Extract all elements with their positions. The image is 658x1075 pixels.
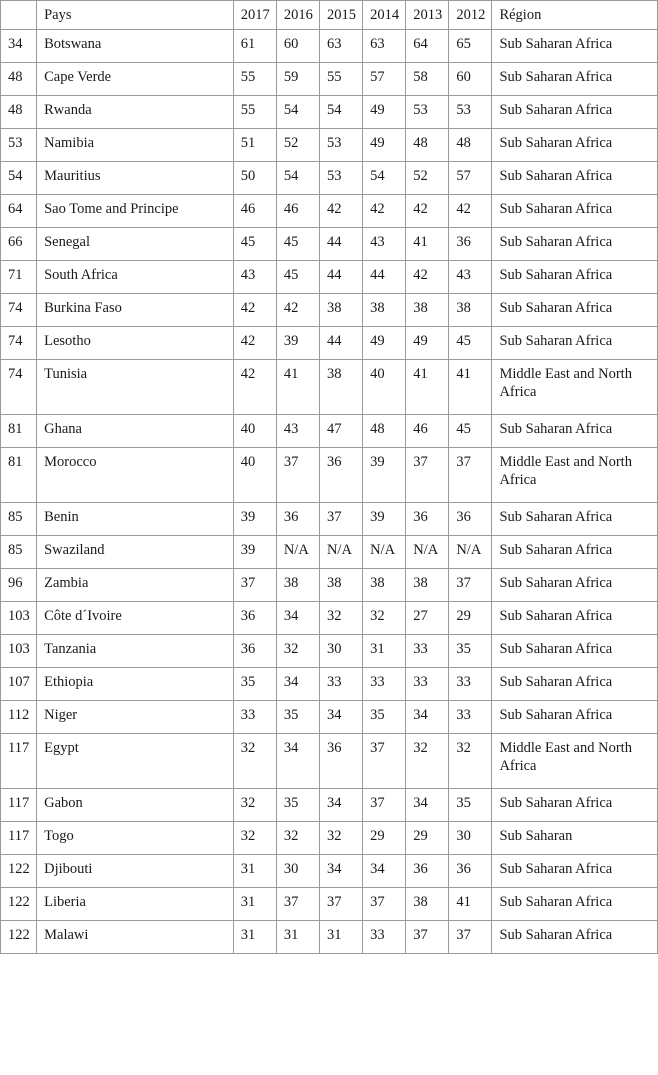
- cell-score-2016: 38: [276, 569, 319, 602]
- cell-score-2012: N/A: [449, 536, 492, 569]
- cell-score-2014: 57: [363, 63, 406, 96]
- cell-score-2015: 36: [319, 448, 362, 503]
- cell-rank: 122: [1, 888, 37, 921]
- cell-score-2015: 55: [319, 63, 362, 96]
- cell-score-2017: 32: [233, 734, 276, 789]
- cell-score-2014: 44: [363, 261, 406, 294]
- cell-country: Djibouti: [37, 855, 234, 888]
- cell-rank: 66: [1, 228, 37, 261]
- cell-region: Sub Saharan: [492, 822, 658, 855]
- cell-score-2014: 38: [363, 294, 406, 327]
- table-row: [1, 503, 658, 536]
- cell-score-2014: 63: [363, 30, 406, 63]
- cell-region: Sub Saharan Africa: [492, 294, 658, 327]
- cell-score-2012: 30: [449, 822, 492, 855]
- cell-score-2014: 43: [363, 228, 406, 261]
- cell-score-2015: 44: [319, 228, 362, 261]
- cell-score-2013: 53: [406, 96, 449, 129]
- cell-score-2013: 29: [406, 822, 449, 855]
- cell-rank: 71: [1, 261, 37, 294]
- cell-country: Côte d´Ivoire: [37, 602, 234, 635]
- table-row: [1, 921, 658, 954]
- cell-rank: 48: [1, 96, 37, 129]
- cell-score-2014: 54: [363, 162, 406, 195]
- cell-score-2012: 36: [449, 855, 492, 888]
- cell-country: Togo: [37, 822, 234, 855]
- cell-country: Mauritius: [37, 162, 234, 195]
- cell-score-2014: 35: [363, 701, 406, 734]
- cell-rank: 34: [1, 30, 37, 63]
- cell-score-2015: 36: [319, 734, 362, 789]
- cell-region: Middle East and North Africa: [492, 360, 658, 415]
- cell-region: Sub Saharan Africa: [492, 635, 658, 668]
- cell-region: Sub Saharan Africa: [492, 195, 658, 228]
- cell-score-2014: N/A: [363, 536, 406, 569]
- cell-score-2012: 37: [449, 921, 492, 954]
- cell-score-2013: 42: [406, 261, 449, 294]
- cell-score-2013: 37: [406, 921, 449, 954]
- table-header: [1, 1, 658, 30]
- cell-score-2014: 34: [363, 855, 406, 888]
- cell-country: Egypt: [37, 734, 234, 789]
- cell-score-2012: 32: [449, 734, 492, 789]
- cell-region: Sub Saharan Africa: [492, 96, 658, 129]
- cell-region: Sub Saharan Africa: [492, 228, 658, 261]
- cell-rank: 53: [1, 129, 37, 162]
- cell-score-2012: 65: [449, 30, 492, 63]
- cell-score-2013: 34: [406, 701, 449, 734]
- cell-score-2012: 38: [449, 294, 492, 327]
- cell-score-2017: 31: [233, 921, 276, 954]
- table-row: [1, 228, 658, 261]
- cell-score-2017: 33: [233, 701, 276, 734]
- cell-country: Tanzania: [37, 635, 234, 668]
- header-year-2017: 2017: [233, 1, 276, 30]
- cell-score-2017: 37: [233, 569, 276, 602]
- cell-score-2013: 52: [406, 162, 449, 195]
- cell-region: Sub Saharan Africa: [492, 30, 658, 63]
- cell-country: Senegal: [37, 228, 234, 261]
- table-row: [1, 701, 658, 734]
- cell-score-2016: 36: [276, 503, 319, 536]
- cell-rank: 85: [1, 503, 37, 536]
- cell-score-2016: N/A: [276, 536, 319, 569]
- cell-rank: 112: [1, 701, 37, 734]
- cell-region: Sub Saharan Africa: [492, 888, 658, 921]
- table-row: [1, 536, 658, 569]
- cell-score-2016: 34: [276, 734, 319, 789]
- cell-region: Sub Saharan Africa: [492, 855, 658, 888]
- header-year-2013: 2013: [406, 1, 449, 30]
- cell-score-2012: 53: [449, 96, 492, 129]
- cell-region: Sub Saharan Africa: [492, 921, 658, 954]
- cell-score-2016: 35: [276, 701, 319, 734]
- cell-rank: 48: [1, 63, 37, 96]
- cell-rank: 103: [1, 635, 37, 668]
- cell-country: Zambia: [37, 569, 234, 602]
- table-row: [1, 569, 658, 602]
- table-row: [1, 195, 658, 228]
- cell-country: Morocco: [37, 448, 234, 503]
- cell-score-2013: 36: [406, 503, 449, 536]
- cell-score-2015: 32: [319, 602, 362, 635]
- table-row: [1, 635, 658, 668]
- cell-score-2013: 46: [406, 415, 449, 448]
- cell-score-2016: 35: [276, 789, 319, 822]
- cell-score-2014: 39: [363, 448, 406, 503]
- table-row: [1, 734, 658, 789]
- cell-score-2014: 37: [363, 888, 406, 921]
- cell-score-2014: 32: [363, 602, 406, 635]
- cell-score-2012: 41: [449, 888, 492, 921]
- cell-score-2016: 43: [276, 415, 319, 448]
- cell-score-2015: 33: [319, 668, 362, 701]
- cell-score-2015: 63: [319, 30, 362, 63]
- header-year-2016: 2016: [276, 1, 319, 30]
- cell-score-2016: 30: [276, 855, 319, 888]
- cell-score-2013: 49: [406, 327, 449, 360]
- cell-score-2017: 31: [233, 855, 276, 888]
- cell-score-2015: 44: [319, 327, 362, 360]
- header-rank: [1, 1, 37, 30]
- cell-score-2012: 60: [449, 63, 492, 96]
- cell-score-2012: 36: [449, 503, 492, 536]
- header-year-2012: 2012: [449, 1, 492, 30]
- table-row: [1, 327, 658, 360]
- cell-score-2013: 37: [406, 448, 449, 503]
- cell-country: Liberia: [37, 888, 234, 921]
- cell-region: Sub Saharan Africa: [492, 701, 658, 734]
- cell-score-2013: 42: [406, 195, 449, 228]
- cell-score-2016: 45: [276, 228, 319, 261]
- cell-score-2016: 54: [276, 96, 319, 129]
- cell-rank: 85: [1, 536, 37, 569]
- cell-rank: 74: [1, 327, 37, 360]
- cell-rank: 122: [1, 855, 37, 888]
- table-row: [1, 129, 658, 162]
- cell-country: Rwanda: [37, 96, 234, 129]
- cell-rank: 81: [1, 415, 37, 448]
- cell-score-2012: 35: [449, 789, 492, 822]
- cell-score-2016: 32: [276, 635, 319, 668]
- cell-region: Sub Saharan Africa: [492, 162, 658, 195]
- cell-score-2013: 64: [406, 30, 449, 63]
- header-country: Pays: [37, 1, 234, 30]
- cell-score-2015: 44: [319, 261, 362, 294]
- cell-region: Sub Saharan Africa: [492, 327, 658, 360]
- cell-score-2012: 37: [449, 448, 492, 503]
- cell-rank: 74: [1, 360, 37, 415]
- cell-rank: 74: [1, 294, 37, 327]
- cell-score-2017: 32: [233, 822, 276, 855]
- cell-score-2015: 31: [319, 921, 362, 954]
- cell-score-2016: 54: [276, 162, 319, 195]
- cell-country: Benin: [37, 503, 234, 536]
- cell-country: Malawi: [37, 921, 234, 954]
- cell-score-2015: 34: [319, 701, 362, 734]
- cell-score-2012: 48: [449, 129, 492, 162]
- cell-score-2014: 49: [363, 129, 406, 162]
- table-row: [1, 448, 658, 503]
- cell-score-2012: 45: [449, 327, 492, 360]
- cell-score-2014: 49: [363, 96, 406, 129]
- cell-country: Tunisia: [37, 360, 234, 415]
- cell-score-2017: 50: [233, 162, 276, 195]
- cell-score-2016: 42: [276, 294, 319, 327]
- cell-score-2013: 33: [406, 668, 449, 701]
- cell-score-2017: 42: [233, 327, 276, 360]
- table-row: [1, 294, 658, 327]
- cell-score-2012: 57: [449, 162, 492, 195]
- cell-score-2017: 35: [233, 668, 276, 701]
- header-year-2014: 2014: [363, 1, 406, 30]
- cell-score-2015: 30: [319, 635, 362, 668]
- cell-score-2017: 46: [233, 195, 276, 228]
- cell-region: Sub Saharan Africa: [492, 261, 658, 294]
- cell-region: Sub Saharan Africa: [492, 415, 658, 448]
- cell-score-2017: 36: [233, 602, 276, 635]
- cell-score-2014: 39: [363, 503, 406, 536]
- table-row: [1, 415, 658, 448]
- cell-score-2012: 33: [449, 701, 492, 734]
- cell-score-2016: 60: [276, 30, 319, 63]
- cell-score-2016: 37: [276, 888, 319, 921]
- cell-score-2013: 38: [406, 888, 449, 921]
- cell-score-2014: 37: [363, 734, 406, 789]
- cell-score-2012: 37: [449, 569, 492, 602]
- table-row: [1, 360, 658, 415]
- cell-country: Ghana: [37, 415, 234, 448]
- cell-score-2017: 42: [233, 294, 276, 327]
- cell-score-2013: 34: [406, 789, 449, 822]
- cell-score-2014: 37: [363, 789, 406, 822]
- table-row: [1, 822, 658, 855]
- cell-score-2012: 33: [449, 668, 492, 701]
- cell-score-2017: 39: [233, 536, 276, 569]
- cell-score-2017: 45: [233, 228, 276, 261]
- cell-country: Gabon: [37, 789, 234, 822]
- table-row: [1, 63, 658, 96]
- cell-region: Sub Saharan Africa: [492, 569, 658, 602]
- cell-country: Ethiopia: [37, 668, 234, 701]
- cell-score-2013: 41: [406, 360, 449, 415]
- cell-score-2017: 42: [233, 360, 276, 415]
- cell-score-2015: 47: [319, 415, 362, 448]
- cell-score-2015: 38: [319, 569, 362, 602]
- cell-region: Middle East and North Africa: [492, 734, 658, 789]
- cell-score-2016: 52: [276, 129, 319, 162]
- cell-score-2015: 53: [319, 129, 362, 162]
- cell-rank: 54: [1, 162, 37, 195]
- cell-country: Lesotho: [37, 327, 234, 360]
- cell-rank: 96: [1, 569, 37, 602]
- cell-score-2016: 45: [276, 261, 319, 294]
- cell-score-2015: 42: [319, 195, 362, 228]
- cell-score-2017: 43: [233, 261, 276, 294]
- cell-region: Middle East and North Africa: [492, 448, 658, 503]
- cell-country: South Africa: [37, 261, 234, 294]
- cell-score-2013: 48: [406, 129, 449, 162]
- table-row: [1, 96, 658, 129]
- cell-rank: 107: [1, 668, 37, 701]
- cell-score-2015: 32: [319, 822, 362, 855]
- cell-country: Botswana: [37, 30, 234, 63]
- table-row: [1, 602, 658, 635]
- cell-score-2012: 36: [449, 228, 492, 261]
- cell-score-2016: 32: [276, 822, 319, 855]
- cell-rank: 117: [1, 789, 37, 822]
- cell-region: Sub Saharan Africa: [492, 63, 658, 96]
- cell-score-2015: 34: [319, 855, 362, 888]
- cell-score-2015: 38: [319, 360, 362, 415]
- cell-region: Sub Saharan Africa: [492, 503, 658, 536]
- cell-score-2017: 40: [233, 448, 276, 503]
- cell-score-2017: 32: [233, 789, 276, 822]
- cell-score-2013: 58: [406, 63, 449, 96]
- cell-region: Sub Saharan Africa: [492, 129, 658, 162]
- cell-rank: 117: [1, 734, 37, 789]
- cell-score-2012: 29: [449, 602, 492, 635]
- cell-score-2015: N/A: [319, 536, 362, 569]
- header-region: Région: [492, 1, 658, 30]
- cell-score-2014: 38: [363, 569, 406, 602]
- cell-score-2017: 55: [233, 96, 276, 129]
- table-row: [1, 855, 658, 888]
- cell-score-2016: 31: [276, 921, 319, 954]
- cell-score-2017: 36: [233, 635, 276, 668]
- table-header-row: [1, 1, 658, 30]
- cell-score-2014: 40: [363, 360, 406, 415]
- cell-score-2013: 36: [406, 855, 449, 888]
- cell-country: Niger: [37, 701, 234, 734]
- cell-score-2017: 55: [233, 63, 276, 96]
- cell-country: Burkina Faso: [37, 294, 234, 327]
- cell-score-2012: 42: [449, 195, 492, 228]
- table-body: [1, 30, 658, 954]
- table-row: [1, 789, 658, 822]
- cell-score-2015: 34: [319, 789, 362, 822]
- header-year-2015: 2015: [319, 1, 362, 30]
- cell-score-2014: 29: [363, 822, 406, 855]
- cell-score-2014: 48: [363, 415, 406, 448]
- cell-score-2017: 31: [233, 888, 276, 921]
- cell-country: Sao Tome and Principe: [37, 195, 234, 228]
- cell-score-2016: 41: [276, 360, 319, 415]
- cell-score-2015: 54: [319, 96, 362, 129]
- cell-rank: 64: [1, 195, 37, 228]
- cell-score-2016: 37: [276, 448, 319, 503]
- cell-region: Sub Saharan Africa: [492, 668, 658, 701]
- cell-score-2015: 37: [319, 503, 362, 536]
- cell-score-2016: 46: [276, 195, 319, 228]
- cell-score-2013: 41: [406, 228, 449, 261]
- table-row: [1, 30, 658, 63]
- cell-country: Swaziland: [37, 536, 234, 569]
- cell-score-2014: 42: [363, 195, 406, 228]
- cell-score-2017: 51: [233, 129, 276, 162]
- cell-score-2014: 33: [363, 668, 406, 701]
- cell-score-2014: 31: [363, 635, 406, 668]
- table-row: [1, 668, 658, 701]
- cell-score-2016: 39: [276, 327, 319, 360]
- cell-score-2017: 61: [233, 30, 276, 63]
- cell-score-2016: 34: [276, 668, 319, 701]
- cell-score-2016: 34: [276, 602, 319, 635]
- cell-score-2014: 33: [363, 921, 406, 954]
- cell-rank: 103: [1, 602, 37, 635]
- cell-score-2015: 53: [319, 162, 362, 195]
- cell-score-2012: 43: [449, 261, 492, 294]
- cell-score-2016: 59: [276, 63, 319, 96]
- cell-rank: 122: [1, 921, 37, 954]
- cell-score-2015: 38: [319, 294, 362, 327]
- table-row: [1, 888, 658, 921]
- cell-rank: 81: [1, 448, 37, 503]
- cell-score-2017: 39: [233, 503, 276, 536]
- cell-score-2014: 49: [363, 327, 406, 360]
- cell-score-2013: 38: [406, 569, 449, 602]
- cell-score-2013: 27: [406, 602, 449, 635]
- table-row: [1, 162, 658, 195]
- cell-region: Sub Saharan Africa: [492, 536, 658, 569]
- cell-score-2013: 33: [406, 635, 449, 668]
- cell-score-2013: 38: [406, 294, 449, 327]
- cell-country: Namibia: [37, 129, 234, 162]
- cell-score-2013: N/A: [406, 536, 449, 569]
- cell-country: Cape Verde: [37, 63, 234, 96]
- cell-score-2017: 40: [233, 415, 276, 448]
- cell-rank: 117: [1, 822, 37, 855]
- cell-score-2015: 37: [319, 888, 362, 921]
- table-row: [1, 261, 658, 294]
- cell-region: Sub Saharan Africa: [492, 789, 658, 822]
- cell-score-2012: 35: [449, 635, 492, 668]
- cell-score-2013: 32: [406, 734, 449, 789]
- cell-score-2012: 45: [449, 415, 492, 448]
- cell-score-2012: 41: [449, 360, 492, 415]
- cell-region: Sub Saharan Africa: [492, 602, 658, 635]
